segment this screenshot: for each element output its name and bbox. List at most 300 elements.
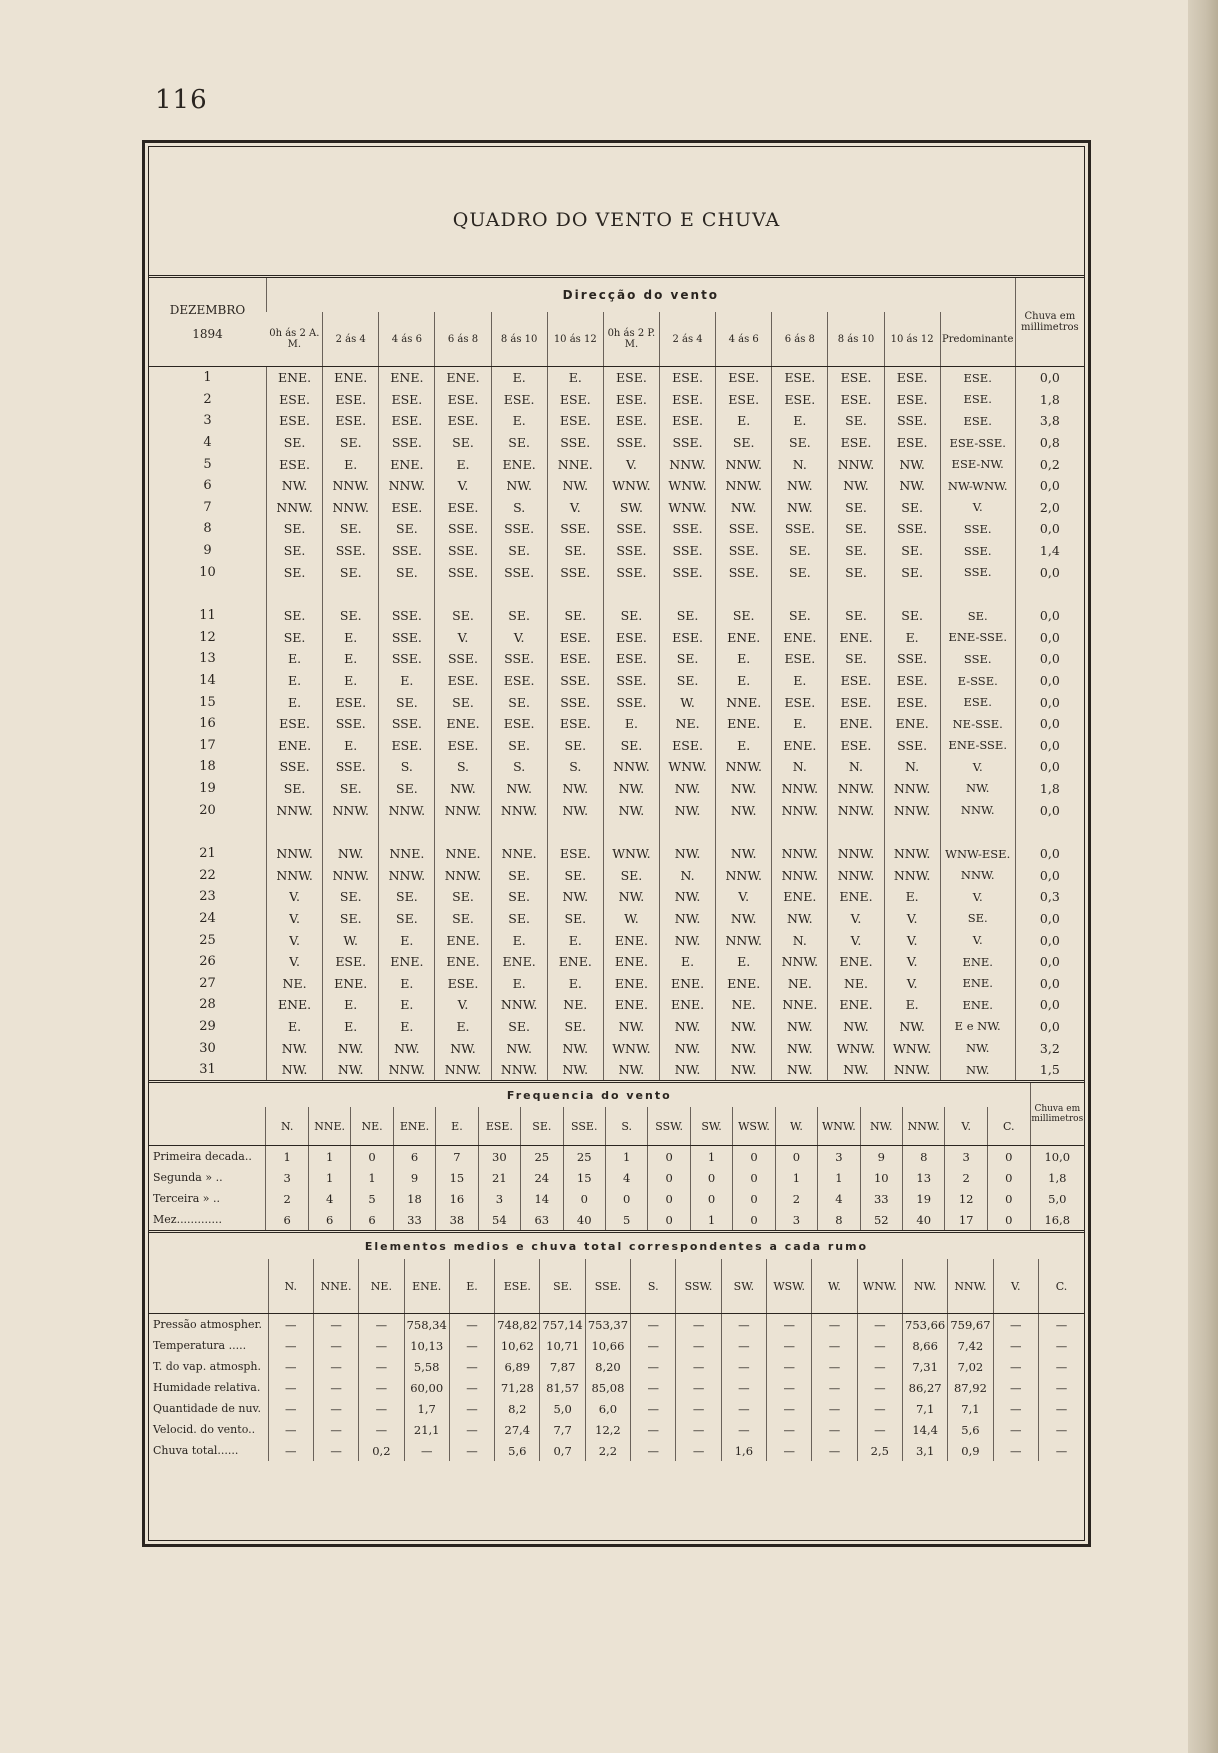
gap-cell <box>323 821 379 843</box>
frequency-cell: 40 <box>563 1209 605 1230</box>
frequency-cell: 25 <box>563 1146 605 1168</box>
gap-cell <box>828 821 884 843</box>
elements-column-header: SSW. <box>676 1259 721 1314</box>
wind-direction-cell: ESE. <box>323 389 379 411</box>
predominant-cell: SE. <box>940 908 1015 930</box>
wind-direction-cell: SSE. <box>772 518 828 540</box>
table-row <box>149 518 1084 540</box>
rain-cell: 0,3 <box>1015 886 1084 908</box>
elements-column-header: S. <box>631 1259 676 1314</box>
wind-direction-cell: SSE. <box>491 561 547 583</box>
elements-cell: 759,67 <box>948 1314 993 1336</box>
wind-direction-cell: E. <box>379 1016 435 1038</box>
day-cell: 18 <box>199 759 216 775</box>
elements-column-header: V. <box>993 1259 1038 1314</box>
elements-cell: — <box>359 1335 404 1356</box>
wind-direction-cell: NE. <box>772 972 828 994</box>
predominant-cell: ENE. <box>940 994 1015 1016</box>
wind-direction-cell: E. <box>491 367 547 389</box>
elements-cell: 10,13 <box>404 1335 449 1356</box>
frequency-cell: 0 <box>733 1167 775 1188</box>
table-row <box>149 1037 1084 1059</box>
wind-direction-cell: SSE. <box>547 432 603 454</box>
frequency-rain-header <box>1030 1083 1084 1146</box>
wind-direction-cell: ENE. <box>716 713 772 735</box>
wind-direction-cell: SE. <box>435 605 491 627</box>
wind-direction-cell: E. <box>716 410 772 432</box>
wind-direction-cell: SE. <box>323 778 379 800</box>
frequency-cell: 1 <box>351 1167 393 1188</box>
wind-direction-cell: ESE. <box>884 389 940 411</box>
wind-direction-cell: SE. <box>828 497 884 519</box>
wind-direction-cell: NW. <box>547 799 603 821</box>
wind-direction-cell: S. <box>435 756 491 778</box>
wind-direction-cell: E. <box>772 410 828 432</box>
predominant-cell: SSE. <box>940 518 1015 540</box>
wind-direction-cell: SSE. <box>603 691 659 713</box>
frequency-cell: 1 <box>308 1167 350 1188</box>
frequency-column-header: NE. <box>351 1107 393 1146</box>
predominant-cell: NW-WNW. <box>940 475 1015 497</box>
wind-direction-cell: ESE. <box>547 713 603 735</box>
rain-cell: 0,0 <box>1015 648 1084 670</box>
rain-cell: 0,0 <box>1015 799 1084 821</box>
wind-direction-cell: ESE. <box>267 713 323 735</box>
gap-cell <box>379 821 435 843</box>
wind-direction-cell: ENE. <box>828 713 884 735</box>
frequency-cell: 1 <box>775 1167 817 1188</box>
table-row <box>149 1059 1084 1081</box>
frequency-cell: 52 <box>860 1209 902 1230</box>
day-cell: 28 <box>199 997 216 1013</box>
table-row <box>149 627 1084 649</box>
wind-direction-cell: ESE. <box>267 453 323 475</box>
frequency-cell: 0 <box>648 1188 690 1209</box>
elements-cell: — <box>721 1314 766 1336</box>
wind-direction-cell: ENE. <box>323 367 379 389</box>
wind-direction-cell: V. <box>603 453 659 475</box>
wind-direction-cell: SE. <box>323 432 379 454</box>
gap-cell <box>547 821 603 843</box>
elements-cell: — <box>993 1440 1038 1461</box>
wind-direction-cell: NNW. <box>884 1059 940 1081</box>
day-cell: 25 <box>199 932 216 948</box>
wind-direction-cell: E. <box>772 670 828 692</box>
predominant-cell: NE-SSE. <box>940 713 1015 735</box>
rain-cell: 0,0 <box>1015 691 1084 713</box>
frequency-column-header: W. <box>775 1107 817 1146</box>
day-cell: 1 <box>203 370 212 386</box>
wind-direction-cell: NW. <box>716 1037 772 1059</box>
wind-direction-cell: SE. <box>323 518 379 540</box>
predominant-cell: V. <box>940 929 1015 951</box>
wind-direction-cell: NNW. <box>323 475 379 497</box>
wind-direction-cell: S. <box>547 756 603 778</box>
wind-direction-cell: E. <box>491 929 547 951</box>
gap-cell <box>603 583 659 605</box>
elements-cell: 7,31 <box>902 1356 947 1377</box>
wind-direction-cell: SE. <box>716 605 772 627</box>
wind-direction-cell: ENE. <box>379 951 435 973</box>
elements-cell: — <box>812 1377 857 1398</box>
elements-column-header: NW. <box>902 1259 947 1314</box>
wind-direction-cell: ENE. <box>603 929 659 951</box>
rain-cell: 2,0 <box>1015 497 1084 519</box>
frequency-cell: 6 <box>393 1146 435 1168</box>
wind-direction-cell: NW. <box>884 475 940 497</box>
rain-cell: 3,8 <box>1015 410 1084 432</box>
wind-direction-cell: ESE. <box>547 410 603 432</box>
frequency-cell: 25 <box>521 1146 563 1168</box>
frequency-cell: 6 <box>351 1209 393 1230</box>
wind-direction-cell: NW. <box>323 1037 379 1059</box>
wind-direction-cell: NNE. <box>491 843 547 865</box>
wind-direction-cell: ESE. <box>603 367 659 389</box>
wind-direction-cell: NW. <box>716 843 772 865</box>
wind-direction-cell: ESE. <box>323 410 379 432</box>
frequency-cell: 0 <box>775 1146 817 1168</box>
elements-cell: — <box>268 1314 313 1336</box>
wind-direction-cell: V. <box>716 886 772 908</box>
wind-direction-cell: NW. <box>716 497 772 519</box>
wind-direction-cell: NNW. <box>884 799 940 821</box>
wind-direction-cell: ESE. <box>435 670 491 692</box>
rain-cell: 0,0 <box>1015 843 1084 865</box>
wind-direction-cell: E. <box>884 994 940 1016</box>
wind-direction-cell: ESE. <box>379 497 435 519</box>
wind-direction-cell: ENE. <box>379 367 435 389</box>
frequency-cell: 18 <box>393 1188 435 1209</box>
predominant-cell: V. <box>940 886 1015 908</box>
wind-column-header: 10 ás 12 <box>884 312 940 367</box>
frequency-cell: 24 <box>521 1167 563 1188</box>
elements-cell: — <box>993 1356 1038 1377</box>
wind-direction-cell: ESE. <box>435 410 491 432</box>
rain-cell: 1,5 <box>1015 1059 1084 1081</box>
wind-direction-cell: E. <box>716 735 772 757</box>
elements-cell: — <box>1038 1440 1084 1461</box>
elements-cell: — <box>993 1398 1038 1419</box>
wind-direction-cell: NW. <box>435 778 491 800</box>
wind-direction-cell: SE. <box>828 518 884 540</box>
wind-direction-cell: NNW. <box>491 799 547 821</box>
wind-direction-cell: V. <box>267 929 323 951</box>
wind-column-header: 2 ás 4 <box>659 312 715 367</box>
wind-direction-cell: N. <box>772 453 828 475</box>
elements-cell: — <box>631 1335 676 1356</box>
wind-direction-cell: NNW. <box>828 453 884 475</box>
predominant-cell: NW. <box>940 1037 1015 1059</box>
rain-cell: 0,0 <box>1015 518 1084 540</box>
wind-direction-cell: E. <box>435 453 491 475</box>
elements-cell: — <box>313 1377 358 1398</box>
elements-cell: 71,28 <box>495 1377 540 1398</box>
wind-direction-cell: SE. <box>828 605 884 627</box>
elements-cell: — <box>268 1419 313 1440</box>
wind-direction-cell: NNW. <box>772 778 828 800</box>
wind-direction-cell: SE. <box>491 1016 547 1038</box>
gap-cell <box>828 583 884 605</box>
elements-cell: 27,4 <box>495 1419 540 1440</box>
month-year-header <box>149 278 267 367</box>
row-label: Primeira decada.. <box>153 1150 252 1164</box>
wind-direction-cell: V. <box>884 908 940 930</box>
frequency-cell: 3 <box>775 1209 817 1230</box>
wind-direction-cell: ENE. <box>603 951 659 973</box>
wind-direction-cell: NW. <box>603 1016 659 1038</box>
day-cell: 29 <box>199 1018 216 1034</box>
frequency-cell: 0 <box>563 1188 605 1209</box>
wind-direction-cell: V. <box>884 951 940 973</box>
frequency-cell: 13 <box>903 1167 945 1188</box>
wind-direction-cell: SE. <box>267 778 323 800</box>
frequency-cell: 9 <box>860 1146 902 1168</box>
gap-cell <box>491 821 547 843</box>
wind-direction-cell: SE. <box>435 691 491 713</box>
predominant-cell: NNW. <box>940 864 1015 886</box>
gap-cell <box>716 583 772 605</box>
wind-direction-cell: ESE. <box>547 843 603 865</box>
wind-direction-cell: E. <box>267 691 323 713</box>
wind-column-header: 4 ás 6 <box>379 312 435 367</box>
wind-direction-cell: NNW. <box>323 799 379 821</box>
table-row <box>149 1146 1084 1168</box>
wind-direction-cell: SE. <box>603 605 659 627</box>
elements-cell: — <box>268 1398 313 1419</box>
table-row <box>149 1419 1084 1440</box>
wind-direction-cell: S. <box>379 756 435 778</box>
wind-direction-cell: ESE. <box>772 367 828 389</box>
rain-header <box>1015 278 1084 367</box>
frequency-cell: 33 <box>393 1209 435 1230</box>
elements-cell: — <box>268 1440 313 1461</box>
wind-direction-cell: SE. <box>323 561 379 583</box>
wind-direction-cell: ENE. <box>435 951 491 973</box>
table-row <box>149 1314 1084 1336</box>
frequency-cell: 15 <box>436 1167 478 1188</box>
elements-column-header: C. <box>1038 1259 1084 1314</box>
wind-direction-cell: NNW. <box>435 1059 491 1081</box>
wind-direction-cell: ESE. <box>267 410 323 432</box>
table-row <box>149 1016 1084 1038</box>
rain-cell: 1,4 <box>1015 540 1084 562</box>
day-cell: 7 <box>203 499 212 515</box>
frequency-table <box>149 1083 1084 1230</box>
wind-direction-cell: NNW. <box>267 497 323 519</box>
elements-cell: — <box>631 1377 676 1398</box>
title-box <box>149 147 1084 278</box>
gap-cell <box>716 821 772 843</box>
wind-direction-cell: V. <box>267 886 323 908</box>
predominant-cell: SSE. <box>940 540 1015 562</box>
wind-direction-cell: V. <box>267 908 323 930</box>
predominant-cell: ESE. <box>940 410 1015 432</box>
row-label: Humidade relativa. <box>153 1381 261 1395</box>
predominant-cell: ESE-SSE. <box>940 432 1015 454</box>
wind-direction-cell: ESE. <box>267 389 323 411</box>
wind-direction-cell: E. <box>491 972 547 994</box>
day-cell: 6 <box>203 478 212 494</box>
elements-cell: — <box>721 1356 766 1377</box>
wind-direction-cell: W. <box>659 691 715 713</box>
elements-cell: — <box>449 1398 494 1419</box>
row-label: Chuva total...... <box>153 1444 239 1458</box>
elements-cell: — <box>857 1377 902 1398</box>
wind-direction-cell: E. <box>547 972 603 994</box>
table-row <box>149 951 1084 973</box>
wind-direction-cell: NW. <box>828 475 884 497</box>
wind-direction-cell: SSE. <box>379 713 435 735</box>
wind-direction-cell: WNW. <box>603 475 659 497</box>
wind-column-header: Predominante <box>940 312 1015 367</box>
elements-cell: — <box>313 1314 358 1336</box>
predominant-cell: WNW-ESE. <box>940 843 1015 865</box>
wind-direction-cell: ESE. <box>603 410 659 432</box>
wind-direction-cell: NW. <box>659 886 715 908</box>
elements-cell: — <box>359 1314 404 1336</box>
wind-direction-group-header: Direcção do vento <box>267 278 1016 312</box>
wind-direction-cell: NNW. <box>379 799 435 821</box>
row-label-header <box>149 1107 266 1146</box>
wind-direction-cell: SE. <box>884 540 940 562</box>
frequency-cell: 0 <box>648 1167 690 1188</box>
wind-direction-cell: SE. <box>267 518 323 540</box>
frequency-rain-header-text: Chuva em millimetros <box>1031 1104 1084 1125</box>
wind-direction-cell: ESE. <box>491 389 547 411</box>
wind-direction-cell: NNW. <box>491 994 547 1016</box>
elements-cell: 8,20 <box>585 1356 630 1377</box>
wind-direction-cell: NW. <box>603 778 659 800</box>
wind-direction-cell: SE. <box>435 432 491 454</box>
frequency-column-header: N. <box>266 1107 308 1146</box>
elements-table <box>149 1233 1084 1461</box>
day-cell: 30 <box>199 1040 216 1056</box>
wind-direction-cell: NNW. <box>716 929 772 951</box>
elements-cell: — <box>449 1356 494 1377</box>
wind-direction-cell: E. <box>267 648 323 670</box>
elements-cell: — <box>812 1419 857 1440</box>
rain-cell: 0,0 <box>1015 627 1084 649</box>
elements-cell: — <box>1038 1419 1084 1440</box>
wind-direction-cell: SE. <box>772 540 828 562</box>
wind-direction-cell: SE. <box>547 864 603 886</box>
predominant-cell: NW. <box>940 1059 1015 1081</box>
predominant-cell: ENE. <box>940 972 1015 994</box>
wind-direction-cell: SSE. <box>603 540 659 562</box>
wind-direction-cell: SSE. <box>323 540 379 562</box>
elements-cell: 5,58 <box>404 1356 449 1377</box>
wind-direction-cell: SE. <box>267 561 323 583</box>
wind-direction-cell: NE. <box>267 972 323 994</box>
wind-direction-cell: NNW. <box>884 843 940 865</box>
wind-direction-cell: SE. <box>435 908 491 930</box>
predominant-cell: V. <box>940 497 1015 519</box>
frequency-cell: 2 <box>775 1188 817 1209</box>
wind-direction-cell: NW. <box>603 1059 659 1081</box>
frequency-column-header: NNE. <box>308 1107 350 1146</box>
elements-cell: — <box>268 1335 313 1356</box>
predominant-cell: ESE. <box>940 389 1015 411</box>
wind-direction-cell: NW. <box>659 778 715 800</box>
elements-cell: 10,62 <box>495 1335 540 1356</box>
wind-direction-cell: E. <box>323 735 379 757</box>
wind-direction-cell: ESE. <box>884 367 940 389</box>
wind-direction-cell: E. <box>323 648 379 670</box>
wind-direction-cell: NNW. <box>716 453 772 475</box>
wind-direction-cell: SSE. <box>379 605 435 627</box>
table-row <box>149 886 1084 908</box>
elements-cell: — <box>313 1419 358 1440</box>
wind-direction-cell: SE. <box>547 735 603 757</box>
wind-direction-cell: ESE. <box>603 389 659 411</box>
elements-cell: — <box>676 1440 721 1461</box>
wind-direction-cell: SE. <box>491 886 547 908</box>
wind-direction-cell: SSE. <box>547 670 603 692</box>
elements-cell: 748,82 <box>495 1314 540 1336</box>
wind-direction-cell: E. <box>267 670 323 692</box>
wind-direction-cell: NNW. <box>379 475 435 497</box>
wind-direction-cell: SE. <box>435 886 491 908</box>
gap-cell <box>267 583 323 605</box>
frequency-cell: 2 <box>945 1167 987 1188</box>
wind-direction-cell: NNE. <box>435 843 491 865</box>
wind-direction-cell: V. <box>267 951 323 973</box>
wind-direction-cell: NW. <box>267 475 323 497</box>
elements-cell: — <box>313 1335 358 1356</box>
rain-cell: 3,2 <box>1015 1037 1084 1059</box>
rain-cell: 0,0 <box>1015 713 1084 735</box>
elements-cell: — <box>631 1440 676 1461</box>
table-row <box>149 1440 1084 1461</box>
frequency-cell: 19 <box>903 1188 945 1209</box>
wind-direction-cell: N. <box>659 864 715 886</box>
frequency-column-header: E. <box>436 1107 478 1146</box>
day-cell: 2 <box>203 391 212 407</box>
table-row <box>149 605 1084 627</box>
table-row <box>149 497 1084 519</box>
table-row <box>149 1356 1084 1377</box>
wind-direction-cell: ESE. <box>828 432 884 454</box>
wind-direction-cell: NW. <box>772 1037 828 1059</box>
wind-direction-cell: ENE. <box>435 929 491 951</box>
gap-cell <box>884 583 940 605</box>
wind-direction-cell: NW. <box>435 1037 491 1059</box>
elements-cell: 8,2 <box>495 1398 540 1419</box>
frequency-cell: 1 <box>690 1146 732 1168</box>
frequency-cell: 0 <box>987 1146 1030 1168</box>
wind-direction-cell: NW. <box>828 1059 884 1081</box>
wind-direction-cell: E. <box>323 453 379 475</box>
elements-cell: — <box>404 1440 449 1461</box>
table-row <box>149 1209 1084 1230</box>
frequency-column-header: NW. <box>860 1107 902 1146</box>
wind-direction-cell: NNW. <box>828 864 884 886</box>
table-row <box>149 756 1084 778</box>
wind-direction-cell: SE. <box>659 605 715 627</box>
elements-cell: — <box>1038 1356 1084 1377</box>
elements-cell: 3,1 <box>902 1440 947 1461</box>
elements-cell: — <box>721 1398 766 1419</box>
table-row <box>149 670 1084 692</box>
frequency-cell: 0 <box>733 1188 775 1209</box>
elements-cell: 2,2 <box>585 1440 630 1461</box>
elements-cell: — <box>676 1398 721 1419</box>
wind-direction-cell: ESE. <box>659 627 715 649</box>
frequency-cell: 8 <box>818 1209 860 1230</box>
wind-direction-cell: ESE. <box>659 367 715 389</box>
elements-cell: — <box>313 1356 358 1377</box>
wind-direction-cell: ESE. <box>659 735 715 757</box>
